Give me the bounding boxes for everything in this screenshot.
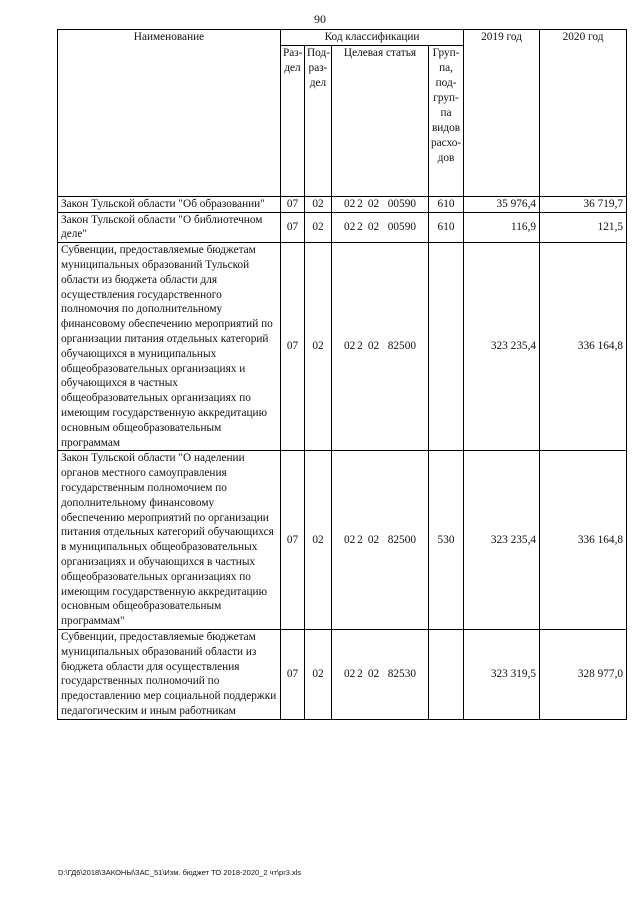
row-name: Закон Тульской области "О наделении органов местного самоуправления государственным полномочием по дополнительному финансовому обеспечению мероприятий по организации питания отдельных категорий обучающихся в муниципальных общеобразовательных организациях и обучающихся в частных общеобразовательных организациях по имеющим государственную аккредитацию основным общеобразовательным программам" bbox=[58, 451, 281, 630]
table-row bbox=[58, 212, 627, 243]
header-row-1 bbox=[58, 30, 627, 46]
target-part-subprogram: 2 bbox=[357, 220, 363, 233]
row-section: 07 bbox=[281, 196, 305, 212]
target-part-event: 02 bbox=[367, 220, 380, 233]
target-part-subprogram: 2 bbox=[357, 533, 363, 546]
target-part-direction: 82530 bbox=[387, 667, 416, 680]
target-part-direction: 82500 bbox=[387, 340, 416, 353]
row-amount-2020: 121,5 bbox=[540, 212, 627, 243]
target-part-subprogram: 2 bbox=[357, 197, 363, 210]
row-target-article bbox=[332, 196, 429, 212]
row-amount-2020: 336 164,8 bbox=[540, 451, 627, 630]
table-row bbox=[58, 243, 627, 451]
target-part-direction: 82500 bbox=[387, 533, 416, 546]
footer-file-path: D:\ГД6\2018\ЗАКОНЫ\ЗАС_51\Изм. бюджет ТО 2018-2020_2 чт\pr3.xls bbox=[58, 868, 302, 877]
row-subsection: 02 bbox=[305, 451, 332, 630]
row-target-article bbox=[332, 629, 429, 719]
row-amount-2019: 323 235,4 bbox=[464, 243, 540, 451]
table-row bbox=[58, 451, 627, 630]
row-subsection: 02 bbox=[305, 196, 332, 212]
row-target-article bbox=[332, 212, 429, 243]
header-name: Наименование bbox=[58, 30, 281, 197]
target-part-event: 02 bbox=[367, 667, 380, 680]
header-subsection: Под- раз- дел bbox=[305, 45, 332, 196]
target-part-event: 02 bbox=[367, 340, 380, 353]
row-subsection: 02 bbox=[305, 629, 332, 719]
target-part-event: 02 bbox=[367, 197, 380, 210]
row-group: 530 bbox=[429, 451, 464, 630]
target-part-program: 02 bbox=[344, 197, 356, 210]
row-amount-2019: 323 235,4 bbox=[464, 451, 540, 630]
row-name: Закон Тульской области "О библиотечном деле" bbox=[58, 212, 281, 243]
target-part-program: 02 bbox=[344, 667, 356, 680]
header-year-2019: 2019 год bbox=[464, 30, 540, 197]
target-part-subprogram: 2 bbox=[357, 340, 363, 353]
row-section: 07 bbox=[281, 212, 305, 243]
row-group: 610 bbox=[429, 212, 464, 243]
row-group: 610 bbox=[429, 196, 464, 212]
row-name: Субвенции, предоставляемые бюджетам муниципальных образований Тульской области из бюджета области для осуществления государственного полномочия по дополнительному финансовому обеспечению мероприятий по организации питания отдельных категорий обучающихся в муниципальных общеобразовательных организациях и обучающихся в частных общеобразовательных организациях по имеющим государственную аккредитацию основным общеобразовательным программам bbox=[58, 243, 281, 451]
target-part-program: 02 bbox=[344, 220, 356, 233]
row-group bbox=[429, 629, 464, 719]
row-amount-2019: 35 976,4 bbox=[464, 196, 540, 212]
row-amount-2020: 328 977,0 bbox=[540, 629, 627, 719]
row-group bbox=[429, 243, 464, 451]
table-row bbox=[58, 196, 627, 212]
page-number: 90 bbox=[314, 12, 326, 26]
target-part-direction: 00590 bbox=[387, 197, 416, 210]
table-row bbox=[58, 629, 627, 719]
row-amount-2019: 323 319,5 bbox=[464, 629, 540, 719]
row-section: 07 bbox=[281, 629, 305, 719]
target-part-program: 02 bbox=[344, 340, 356, 353]
row-target-article bbox=[332, 451, 429, 630]
row-name: Субвенции, предоставляемые бюджетам муниципальных образований области из бюджета области для осуществления государственных полномочий по предоставлению мер социальной поддержки педагогическим и иным работникам bbox=[58, 629, 281, 719]
target-part-program: 02 bbox=[344, 533, 356, 546]
header-year-2020: 2020 год bbox=[540, 30, 627, 197]
row-subsection: 02 bbox=[305, 243, 332, 451]
budget-table bbox=[57, 29, 627, 720]
table-body bbox=[58, 196, 627, 719]
header-section: Раз- дел bbox=[281, 45, 305, 196]
row-amount-2019: 116,9 bbox=[464, 212, 540, 243]
header-classification: Код классификации bbox=[281, 30, 464, 46]
target-part-subprogram: 2 bbox=[357, 667, 363, 680]
row-target-article bbox=[332, 243, 429, 451]
row-amount-2020: 336 164,8 bbox=[540, 243, 627, 451]
header-group: Груп- па, под- груп- па видов расхо- дов bbox=[429, 45, 464, 196]
row-subsection: 02 bbox=[305, 212, 332, 243]
row-section: 07 bbox=[281, 451, 305, 630]
row-section: 07 bbox=[281, 243, 305, 451]
header-target-article: Целевая статья bbox=[332, 45, 429, 196]
row-amount-2020: 36 719,7 bbox=[540, 196, 627, 212]
target-part-direction: 00590 bbox=[387, 220, 416, 233]
target-part-event: 02 bbox=[367, 533, 380, 546]
row-name: Закон Тульской области "Об образовании" bbox=[58, 196, 281, 212]
